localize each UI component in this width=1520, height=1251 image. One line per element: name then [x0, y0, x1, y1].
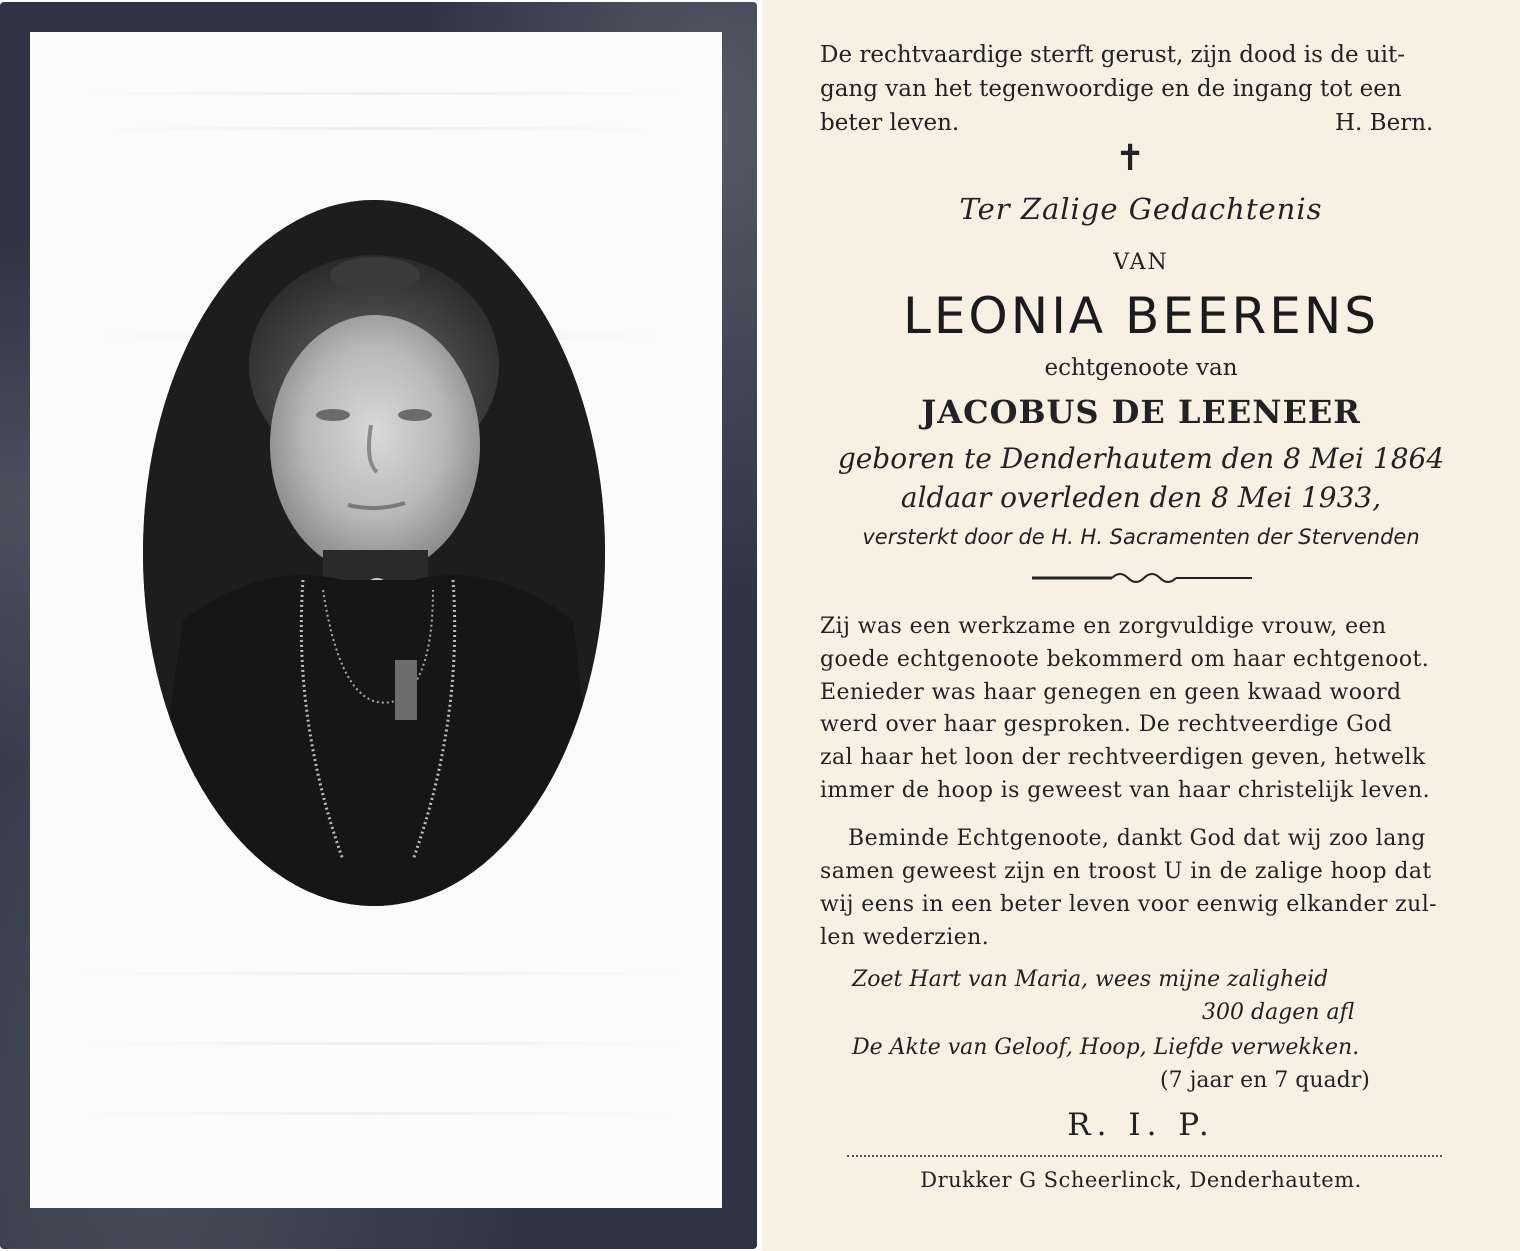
- paragraph1-line-2: goede echtgenoote bekommerd om haar echtgenoot.: [820, 647, 1430, 672]
- paragraph1-line-6: immer de hoop is geweest van haar christelijk leven.: [820, 778, 1431, 803]
- van-label: VAN: [1113, 250, 1169, 275]
- spouse-name: JACOBUS DE LEENEER: [921, 393, 1361, 431]
- paragraph2-line-2: samen geweest zijn en troost U in de zalige hoop dat: [820, 859, 1432, 884]
- paragraph2-line-1: Beminde Echtgenoote, dankt God dat wij zoo lang: [848, 826, 1426, 851]
- cross-icon: ✝: [1115, 138, 1146, 179]
- prayer-1: Zoet Hart van Maria, wees mijne zaligheid: [852, 967, 1329, 992]
- portrait-illustration: [143, 200, 605, 906]
- verse-line-1: De rechtvaardige sterft gerust, zijn dood is de uit-: [820, 42, 1406, 68]
- spouse-of-label: echtgenoote van: [1044, 355, 1238, 381]
- deceased-name: LEONIA BEERENS: [902, 287, 1379, 345]
- dotted-divider: [847, 1155, 1442, 1157]
- paragraph1-line-1: Zij was een werkzame en zorgvuldige vrouw, een: [820, 614, 1387, 639]
- paragraph2-line-3: wij eens in een beter leven voor eenwig elkander zul-: [820, 892, 1438, 917]
- divider-ornament: [1032, 568, 1252, 588]
- verse-source: H. Bern.: [1335, 110, 1434, 136]
- sacraments-line: versterkt door de H. H. Sacramenten der Stervenden: [862, 525, 1420, 549]
- prayer-1-indulgence: 300 dagen afl: [1202, 1000, 1355, 1025]
- portrait-photo: [143, 200, 605, 906]
- paragraph1-line-4: werd over haar gesproken. De rechtveerdige God: [820, 712, 1393, 737]
- memorial-text-card: [762, 0, 1520, 1251]
- prayer-2-indulgence: (7 jaar en 7 quadr): [1160, 1068, 1370, 1093]
- memorial-heading: Ter Zalige Gedachtenis: [959, 192, 1323, 226]
- verse-line-2: gang van het tegenwoordige en de ingang tot een: [820, 76, 1402, 102]
- birth-line: geboren te Denderhautem den 8 Mei 1864: [837, 442, 1445, 475]
- prayer-2: De Akte van Geloof, Hoop, Liefde verwekken.: [852, 1035, 1360, 1060]
- paragraph1-line-3: Eenieder was haar genegen en geen kwaad woord: [820, 680, 1402, 705]
- rip-text: R. I. P.: [1067, 1107, 1215, 1143]
- death-line: aldaar overleden den 8 Mei 1933,: [900, 481, 1382, 514]
- paragraph1-line-5: zal haar het loon der rechtveerdigen geven, hetwelk: [820, 745, 1426, 770]
- verse-line-3: beter leven.: [820, 110, 960, 136]
- photo-card: [0, 2, 757, 1249]
- paragraph2-line-4: len wederzien.: [820, 925, 990, 950]
- printer-credit: Drukker G Scheerlinck, Denderhautem.: [920, 1168, 1362, 1192]
